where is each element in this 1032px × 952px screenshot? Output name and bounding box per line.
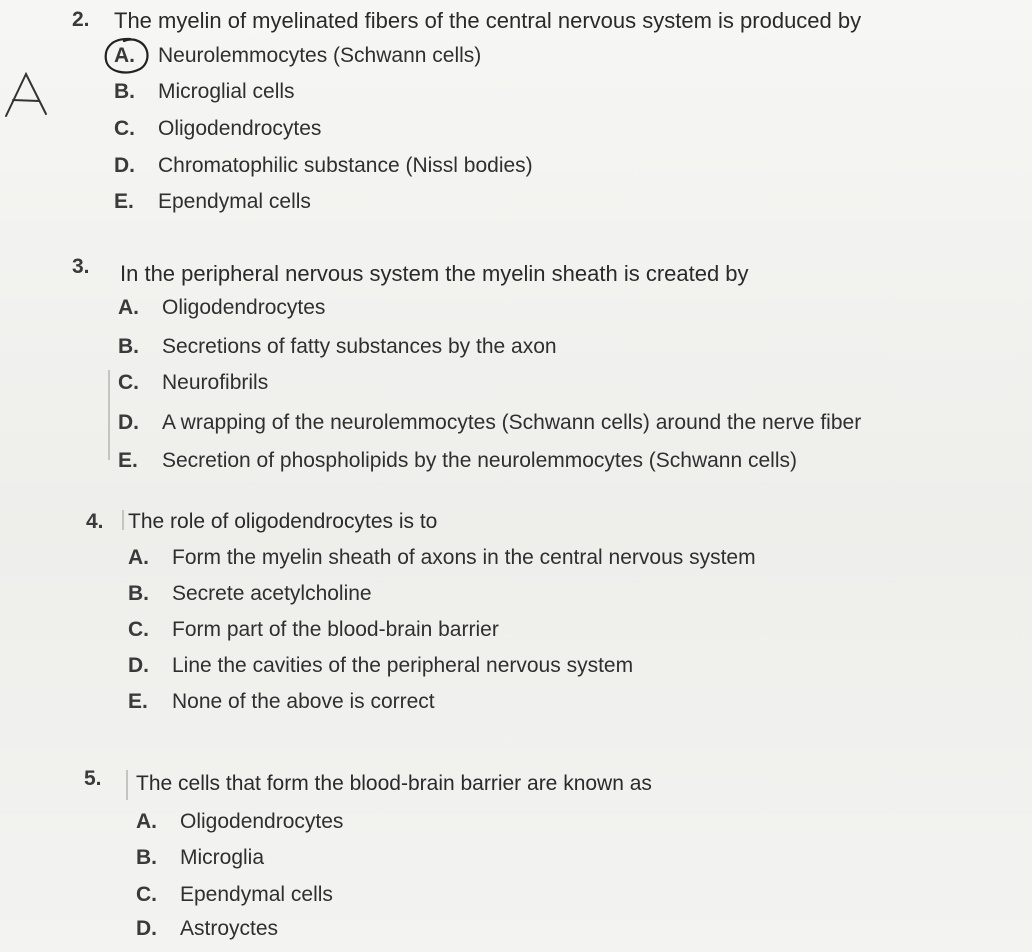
option-text: Secretions of fatty substances by the axon — [162, 335, 557, 358]
option-text: None of the above is correct — [172, 690, 435, 713]
question-number: 2. — [72, 8, 90, 31]
question-number: 4. — [86, 510, 104, 533]
question-text: The role of oligodendrocytes is to — [128, 510, 438, 533]
option-letter: E. — [118, 449, 138, 472]
option-text: Microglia — [180, 846, 265, 869]
option-b — [136, 846, 264, 870]
option-text: Chromatophilic substance (Nissl bodies) — [158, 154, 533, 177]
option-b — [128, 582, 372, 606]
option-text: Secrete acetylcholine — [172, 582, 372, 605]
scan-margin-line — [126, 770, 128, 800]
option-text: Oligodendrocytes — [158, 117, 322, 140]
option-e — [114, 190, 311, 214]
option-letter: E. — [128, 690, 148, 713]
option-letter: B. — [114, 80, 135, 103]
option-text: Ependymal cells — [180, 883, 333, 906]
option-e — [128, 690, 435, 714]
option-text: Neurolemmocytes (Schwann cells) — [158, 44, 482, 67]
option-text: Microglial cells — [158, 80, 295, 103]
option-letter: A. — [114, 44, 135, 67]
option-letter: D. — [136, 917, 157, 940]
option-e — [118, 449, 797, 473]
option-c — [136, 883, 333, 907]
option-letter: C. — [136, 883, 157, 906]
option-letter: C. — [118, 371, 139, 394]
question-text: The cells that form the blood-brain barrier are known as — [136, 772, 652, 795]
question-text: In the peripheral nervous system the myelin sheath is created by — [120, 261, 749, 286]
option-text: Line the cavities of the peripheral nervous system — [172, 654, 634, 677]
option-letter: B. — [128, 582, 149, 605]
option-text: Form part of the blood-brain barrier — [172, 618, 499, 641]
question-number: 5. — [84, 767, 102, 790]
option-a — [128, 546, 756, 570]
option-text: Form the myelin sheath of axons in the central nervous system — [172, 546, 756, 569]
question-text: The myelin of myelinated fibers of the central nervous system is produced by — [114, 8, 862, 33]
option-c — [118, 371, 268, 395]
option-letter: E. — [114, 190, 134, 213]
option-text: Astroyctes — [180, 917, 279, 940]
question-number: 3. — [72, 255, 90, 278]
option-letter: D. — [128, 654, 149, 677]
option-letter: A. — [128, 546, 149, 569]
option-text: A wrapping of the neurolemmocytes (Schwann cells) around the nerve fiber — [162, 411, 862, 434]
option-d — [118, 411, 861, 435]
option-d — [114, 154, 533, 178]
handwritten-answer-mark — [2, 70, 50, 120]
option-text: Oligodendrocytes — [180, 810, 344, 833]
option-text: Ependymal cells — [158, 190, 311, 213]
option-c — [114, 117, 321, 141]
option-a — [118, 296, 325, 320]
option-b — [114, 80, 295, 104]
option-letter: C. — [128, 618, 149, 641]
option-letter: C. — [114, 117, 135, 140]
option-letter: D. — [114, 154, 135, 177]
option-c — [128, 618, 499, 642]
option-text: Secretion of phospholipids by the neurolemmocytes (Schwann cells) — [162, 449, 797, 472]
option-letter: B. — [136, 846, 157, 869]
option-b — [118, 335, 557, 359]
option-text: Neurofibrils — [162, 371, 269, 394]
option-a — [114, 44, 481, 68]
option-a — [136, 810, 343, 834]
option-letter: B. — [118, 335, 139, 358]
option-text: Oligodendrocytes — [162, 296, 326, 319]
option-letter: D. — [118, 411, 139, 434]
option-d — [128, 654, 633, 678]
option-letter: A. — [136, 810, 157, 833]
option-d — [136, 917, 278, 941]
scan-margin-line — [122, 510, 124, 530]
scan-margin-line — [108, 370, 110, 460]
option-letter: A. — [118, 296, 139, 319]
